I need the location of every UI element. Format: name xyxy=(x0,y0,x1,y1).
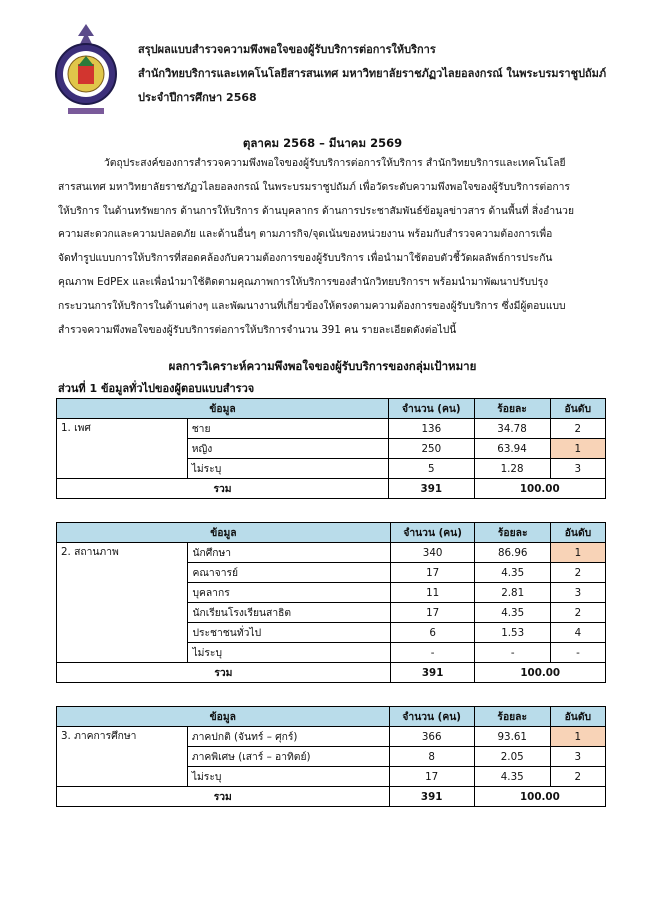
row-rank: 4 xyxy=(550,623,605,643)
row-rank: 2 xyxy=(550,419,605,439)
row-label: ภาคปกติ (จันทร์ – ศุกร์) xyxy=(187,727,389,747)
total-percent: 100.00 xyxy=(475,663,606,683)
row-count: 366 xyxy=(389,727,474,747)
row-percent: 1.53 xyxy=(475,623,550,643)
row-rank-highlight: 1 xyxy=(550,439,605,459)
paragraph-line: จัดทำรูปแบบการให้บริการที่สอดคล้องกับความต้องการของผู้รับบริการ เพื่อนำมาใช้ตอบตัวชี้วัดผลลัพธ์การประกัน xyxy=(58,252,553,265)
table-row xyxy=(57,727,606,747)
row-rank: 3 xyxy=(550,583,605,603)
row-percent: 4.35 xyxy=(474,767,550,787)
total-percent: 100.00 xyxy=(474,787,605,807)
col-info: ข้อมูล xyxy=(57,523,391,543)
row-rank: 2 xyxy=(550,563,605,583)
group-label: 3. ภาคการศึกษา xyxy=(57,727,188,787)
paragraph-line: คุณภาพ EdPEx และเพื่อนำมาใช้ติดตามคุณภาพการให้บริการของสำนักวิทยบริการฯ พร้อมนำมาพัฒนาปรับปรุง xyxy=(58,275,549,288)
total-percent: 100.00 xyxy=(474,479,605,499)
paragraph-line: ให้บริการ ในด้านทรัพยากร ด้านการให้บริการ ด้านบุคลากร ด้านการประชาสัมพันธ์ข้อมูลข่าวสาร ด้านพื้นที่ สิ่งอำนวย xyxy=(58,204,574,217)
row-count: 17 xyxy=(390,603,475,623)
objective-paragraph xyxy=(58,152,598,342)
row-rank: 3 xyxy=(550,459,605,479)
row-percent: 63.94 xyxy=(474,439,550,459)
table-total-row xyxy=(57,787,606,807)
total-count: 391 xyxy=(389,787,474,807)
row-label: ภาคพิเศษ (เสาร์ – อาทิตย์) xyxy=(187,747,389,767)
paragraph-line: สารสนเทศ มหาวิทยาลัยราชภัฏวไลยอลงกรณ์ ในพระบรมราชูปถัมภ์ เพื่อวัดระดับความพึงพอใจของผู้รับบริการต่อการ xyxy=(58,180,570,193)
row-percent: 1.28 xyxy=(474,459,550,479)
col-info: ข้อมูล xyxy=(57,399,389,419)
row-count: 250 xyxy=(389,439,474,459)
row-percent: 4.35 xyxy=(475,563,550,583)
header-title-line3: ประจำปีการศึกษา 2568 xyxy=(138,91,257,104)
row-percent: 2.81 xyxy=(475,583,550,603)
row-label: คณาจารย์ xyxy=(188,563,390,583)
row-label: ไม่ระบุ xyxy=(187,459,388,479)
row-count: 8 xyxy=(389,747,474,767)
row-rank: 2 xyxy=(550,767,605,787)
col-count: จำนวน (คน) xyxy=(389,399,474,419)
section-1-heading: ส่วนที่ 1 ข้อมูลทั่วไปของผู้ตอบแบบสำรวจ xyxy=(58,382,255,395)
total-count: 391 xyxy=(389,479,474,499)
row-count: 11 xyxy=(390,583,475,603)
row-rank-highlight: 1 xyxy=(550,727,605,747)
header-title-line2: สำนักวิทยบริการและเทคโนโลยีสารสนเทศ มหาวิทยาลัยราชภัฏวไลยอลงกรณ์ ในพระบรมราชูปถัมภ์ xyxy=(138,67,607,80)
paragraph-line: วัตถุประสงค์ของการสำรวจความพึงพอใจของผู้รับบริการต่อการให้บริการ สำนักวิทยบริการและเทคโนโลยี xyxy=(104,157,566,169)
total-label: รวม xyxy=(57,479,389,499)
row-label: ประชาชนทั่วไป xyxy=(188,623,390,643)
col-rank: อันดับ xyxy=(550,399,605,419)
row-label: ไม่ระบุ xyxy=(188,643,390,663)
col-percent: ร้อยละ xyxy=(474,707,550,727)
row-rank: 2 xyxy=(550,603,605,623)
total-label: รวม xyxy=(57,787,390,807)
gender-table xyxy=(56,398,606,499)
row-rank-highlight: 1 xyxy=(550,543,605,563)
group-label: 2. สถานภาพ xyxy=(57,543,188,663)
row-count: 17 xyxy=(390,563,475,583)
row-percent: 86.96 xyxy=(475,543,550,563)
col-rank: อันดับ xyxy=(550,707,605,727)
col-info: ข้อมูล xyxy=(57,707,390,727)
status-table xyxy=(56,522,606,683)
row-rank: 3 xyxy=(550,747,605,767)
table-header-row xyxy=(57,523,606,543)
row-percent: 2.05 xyxy=(474,747,550,767)
semester-table xyxy=(56,706,606,807)
col-percent: ร้อยละ xyxy=(475,523,550,543)
table-row xyxy=(57,419,606,439)
paragraph-line: กระบวนการให้บริการในด้านต่างๆ และพัฒนางานที่เกี่ยวข้องให้ตรงตามความต้องการของผู้รับบริการ ซึ่งมีผู้ตอบแบบ xyxy=(58,299,566,312)
row-count: 340 xyxy=(390,543,475,563)
paragraph-line: สำรวจความพึงพอใจของผู้รับบริการต่อการให้บริการจำนวน 391 คน รายละเอียดดังต่อไปนี้ xyxy=(58,323,457,336)
table-header-row xyxy=(57,399,606,419)
row-label: บุคลากร xyxy=(188,583,390,603)
paragraph-line: ความสะดวกและความปลอดภัย และด้านอื่นๆ ตามภารกิจ/จุดเน้นของหน่วยงาน พร้อมกับสำรวจความต้องการเพื่อ xyxy=(58,228,553,241)
row-label: หญิง xyxy=(187,439,388,459)
total-count: 391 xyxy=(390,663,475,683)
row-count: 136 xyxy=(389,419,474,439)
row-count: 17 xyxy=(389,767,474,787)
row-label: ไม่ระบุ xyxy=(187,767,389,787)
table-row xyxy=(57,543,606,563)
row-percent: 4.35 xyxy=(475,603,550,623)
row-label: นักศึกษา xyxy=(188,543,390,563)
row-count: - xyxy=(390,643,475,663)
row-count: 6 xyxy=(390,623,475,643)
group-label: 1. เพศ xyxy=(57,419,188,479)
row-percent: - xyxy=(475,643,550,663)
table-total-row xyxy=(57,663,606,683)
table-total-row xyxy=(57,479,606,499)
period-title: ตุลาคม 2568 – มีนาคม 2569 xyxy=(242,136,403,150)
row-percent: 34.78 xyxy=(474,419,550,439)
row-rank: - xyxy=(550,643,605,663)
col-count: จำนวน (คน) xyxy=(389,707,474,727)
col-rank: อันดับ xyxy=(550,523,605,543)
col-count: จำนวน (คน) xyxy=(390,523,475,543)
header-title-line1: สรุปผลแบบสำรวจความพึงพอใจของผู้รับบริการต่อการให้บริการ xyxy=(138,43,436,56)
table-header-row xyxy=(57,707,606,727)
total-label: รวม xyxy=(57,663,391,683)
row-label: ชาย xyxy=(187,419,388,439)
col-percent: ร้อยละ xyxy=(474,399,550,419)
analysis-title: ผลการวิเคราะห์ความพึงพอใจของผู้รับบริการของกลุ่มเป้าหมาย xyxy=(168,359,477,373)
row-percent: 93.61 xyxy=(474,727,550,747)
row-count: 5 xyxy=(389,459,474,479)
row-label: นักเรียนโรงเรียนสาธิต xyxy=(188,603,390,623)
university-logo xyxy=(50,22,122,118)
